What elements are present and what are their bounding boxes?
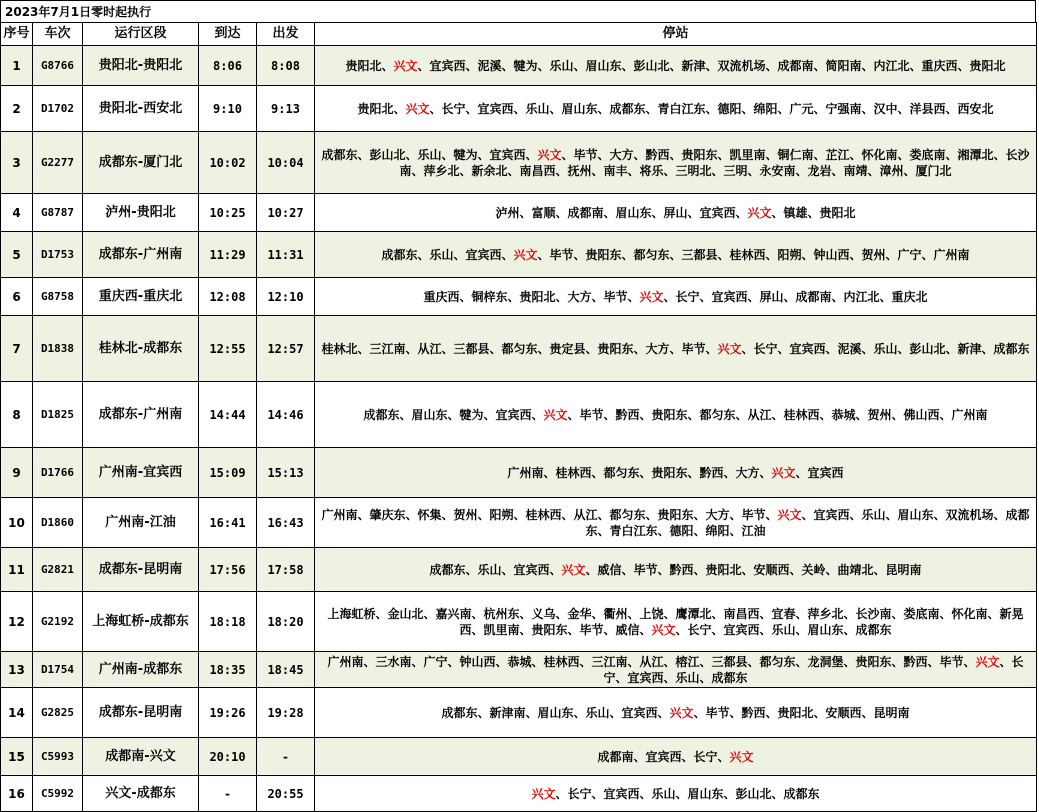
highlighted-station: 兴文 — [405, 101, 430, 116]
cell-stops: 广州南、桂林西、都匀东、贵阳东、黔西、大方、兴文、宜宾西 — [315, 448, 1037, 498]
table-row — [1, 232, 1037, 278]
cell-no: 10 — [1, 498, 33, 548]
cell-no: 16 — [1, 776, 33, 812]
cell-stops: 成都东、彭山北、乐山、犍为、宜宾西、兴文、毕节、大方、黔西、贵阳东、凯里南、铜仁南、芷江、怀化南、娄底南、湘潭北、长沙南、萍乡北、新余北、南昌西、抚州、南丰、将乐、三明北、三明、永安南、龙岩、南靖、漳州、厦门北 — [315, 132, 1037, 194]
cell-train: G2192 — [33, 592, 83, 652]
highlighted-station: 兴文 — [513, 247, 538, 262]
cell-stops: 成都南、宜宾西、长宁、兴文 — [315, 738, 1037, 776]
table-row — [1, 498, 1037, 548]
table-row — [1, 278, 1037, 316]
highlighted-station: 兴文 — [729, 749, 754, 764]
table-row — [1, 652, 1037, 688]
cell-route: 成都东-昆明南 — [83, 548, 199, 592]
cell-depart: 15:13 — [257, 448, 315, 498]
cell-arrive: 8:06 — [199, 46, 257, 86]
timetable-body — [1, 46, 1037, 812]
cell-train: D1702 — [33, 86, 83, 132]
highlighted-station: 兴文 — [717, 341, 742, 356]
cell-stops: 上海虹桥、金山北、嘉兴南、杭州东、义乌、金华、衢州、上饶、鹰潭北、南昌西、宜春、萍乡北、长沙南、娄底南、怀化南、新晃西、凯里南、贵阳东、毕节、威信、兴文、长宁、宜宾西、乐山、眉山东、成都东 — [315, 592, 1037, 652]
cell-route: 广州南-江油 — [83, 498, 199, 548]
header-depart: 出发 — [257, 23, 315, 46]
cell-arrive: 12:08 — [199, 278, 257, 316]
cell-route: 贵阳北-西安北 — [83, 86, 199, 132]
header-route: 运行区段 — [83, 23, 199, 46]
cell-arrive: 19:26 — [199, 688, 257, 738]
table-row — [1, 738, 1037, 776]
cell-arrive: 10:25 — [199, 194, 257, 232]
cell-stops: 桂林北、三江南、从江、三都县、都匀东、贵定县、贵阳东、大方、毕节、兴文、长宁、宜宾西、泥溪、乐山、彭山北、新津、成都东 — [315, 316, 1037, 382]
highlighted-station: 兴文 — [531, 786, 556, 801]
table-row — [1, 548, 1037, 592]
highlighted-station: 兴文 — [561, 562, 586, 577]
cell-arrive: 9:10 — [199, 86, 257, 132]
cell-no: 6 — [1, 278, 33, 316]
cell-no: 9 — [1, 448, 33, 498]
highlighted-station: 兴文 — [747, 205, 772, 220]
cell-train: D1753 — [33, 232, 83, 278]
cell-depart: 12:10 — [257, 278, 315, 316]
cell-train: C5993 — [33, 738, 83, 776]
cell-depart: 10:04 — [257, 132, 315, 194]
cell-stops: 重庆西、铜梓东、贵阳北、大方、毕节、兴文、长宁、宜宾西、屏山、成都南、内江北、重庆北 — [315, 278, 1037, 316]
cell-no: 7 — [1, 316, 33, 382]
header-stops: 停站 — [315, 23, 1037, 46]
table-row — [1, 382, 1037, 448]
highlighted-station: 兴文 — [975, 654, 1000, 669]
cell-no: 2 — [1, 86, 33, 132]
cell-no: 13 — [1, 652, 33, 688]
cell-no: 5 — [1, 232, 33, 278]
table-row — [1, 86, 1037, 132]
cell-stops: 成都东、新津南、眉山东、乐山、宜宾西、兴文、毕节、黔西、贵阳北、安顺西、昆明南 — [315, 688, 1037, 738]
cell-depart: 12:57 — [257, 316, 315, 382]
cell-depart: 10:27 — [257, 194, 315, 232]
cell-route: 广州南-成都东 — [83, 652, 199, 688]
timetable — [0, 22, 1037, 812]
cell-depart: 18:20 — [257, 592, 315, 652]
cell-route: 上海虹桥-成都东 — [83, 592, 199, 652]
table-row — [1, 132, 1037, 194]
cell-train: D1766 — [33, 448, 83, 498]
cell-train: D1754 — [33, 652, 83, 688]
cell-no: 11 — [1, 548, 33, 592]
cell-depart: - — [257, 738, 315, 776]
cell-train: D1838 — [33, 316, 83, 382]
cell-depart: 16:43 — [257, 498, 315, 548]
cell-stops: 广州南、肇庆东、怀集、贺州、阳朔、桂林西、从江、都匀东、贵阳东、大方、毕节、兴文、宜宾西、乐山、眉山东、双流机场、成都东、青白江东、德阳、绵阳、江油 — [315, 498, 1037, 548]
cell-train: D1825 — [33, 382, 83, 448]
highlighted-station: 兴文 — [639, 289, 664, 304]
cell-train: D1860 — [33, 498, 83, 548]
cell-arrive: 18:18 — [199, 592, 257, 652]
cell-stops: 贵阳北、兴文、长宁、宜宾西、乐山、眉山东、成都东、青白江东、德阳、绵阳、广元、宁强南、汉中、洋县西、西安北 — [315, 86, 1037, 132]
cell-route: 泸州-贵阳北 — [83, 194, 199, 232]
highlighted-station: 兴文 — [669, 705, 694, 720]
cell-depart: 9:13 — [257, 86, 315, 132]
cell-route: 成都东-昆明南 — [83, 688, 199, 738]
sheet-title: 2023年7月1日零时起执行 — [0, 0, 1036, 22]
highlighted-station: 兴文 — [393, 58, 418, 73]
cell-arrive: - — [199, 776, 257, 812]
cell-stops: 成都东、乐山、宜宾西、兴文、毕节、贵阳东、都匀东、三都县、桂林西、阳朔、钟山西、贺州、广宁、广州南 — [315, 232, 1037, 278]
table-row — [1, 688, 1037, 738]
header-train: 车次 — [33, 23, 83, 46]
header-row — [1, 23, 1037, 46]
cell-stops: 成都东、乐山、宜宾西、兴文、威信、毕节、黔西、贵阳北、安顺西、关岭、曲靖北、昆明南 — [315, 548, 1037, 592]
cell-train: G8787 — [33, 194, 83, 232]
table-row — [1, 316, 1037, 382]
cell-no: 8 — [1, 382, 33, 448]
cell-route: 桂林北-成都东 — [83, 316, 199, 382]
cell-route: 成都东-广州南 — [83, 382, 199, 448]
cell-depart: 17:58 — [257, 548, 315, 592]
cell-route: 贵阳北-贵阳北 — [83, 46, 199, 86]
cell-depart: 8:08 — [257, 46, 315, 86]
cell-train: G2277 — [33, 132, 83, 194]
table-row — [1, 448, 1037, 498]
cell-arrive: 12:55 — [199, 316, 257, 382]
table-row — [1, 194, 1037, 232]
cell-no: 4 — [1, 194, 33, 232]
highlighted-station: 兴文 — [777, 507, 802, 522]
header-no: 序号 — [1, 23, 33, 46]
highlighted-station: 兴文 — [537, 147, 562, 162]
table-row — [1, 776, 1037, 812]
cell-no: 15 — [1, 738, 33, 776]
cell-depart: 14:46 — [257, 382, 315, 448]
cell-route: 成都东-广州南 — [83, 232, 199, 278]
cell-arrive: 18:35 — [199, 652, 257, 688]
cell-depart: 11:31 — [257, 232, 315, 278]
cell-no: 1 — [1, 46, 33, 86]
cell-arrive: 16:41 — [199, 498, 257, 548]
highlighted-station: 兴文 — [771, 465, 796, 480]
cell-stops: 泸州、富顺、成都南、眉山东、屏山、宜宾西、兴文、镇雄、贵阳北 — [315, 194, 1037, 232]
cell-train: G2825 — [33, 688, 83, 738]
cell-train: G2821 — [33, 548, 83, 592]
cell-stops: 广州南、三水南、广宁、钟山西、恭城、桂林西、三江南、从江、榕江、三都县、都匀东、龙洞堡、贵阳东、黔西、毕节、兴文、长宁、宜宾西、乐山、成都东 — [315, 652, 1037, 688]
cell-depart: 18:45 — [257, 652, 315, 688]
cell-no: 12 — [1, 592, 33, 652]
highlighted-station: 兴文 — [543, 407, 568, 422]
cell-arrive: 20:10 — [199, 738, 257, 776]
cell-depart: 20:55 — [257, 776, 315, 812]
cell-train: C5992 — [33, 776, 83, 812]
cell-route: 广州南-宜宾西 — [83, 448, 199, 498]
cell-arrive: 11:29 — [199, 232, 257, 278]
header-arrive: 到达 — [199, 23, 257, 46]
cell-train: G8766 — [33, 46, 83, 86]
cell-train: G8758 — [33, 278, 83, 316]
cell-route: 兴文-成都东 — [83, 776, 199, 812]
cell-stops: 贵阳北、兴文、宜宾西、泥溪、犍为、乐山、眉山东、彭山北、新津、双流机场、成都南、简阳南、内江北、重庆西、贵阳北 — [315, 46, 1037, 86]
cell-arrive: 10:02 — [199, 132, 257, 194]
cell-stops: 成都东、眉山东、犍为、宜宾西、兴文、毕节、黔西、贵阳东、都匀东、从江、桂林西、恭城、贺州、佛山西、广州南 — [315, 382, 1037, 448]
table-row — [1, 46, 1037, 86]
cell-arrive: 15:09 — [199, 448, 257, 498]
cell-arrive: 17:56 — [199, 548, 257, 592]
cell-route: 重庆西-重庆北 — [83, 278, 199, 316]
cell-no: 14 — [1, 688, 33, 738]
table-row — [1, 592, 1037, 652]
cell-route: 成都东-厦门北 — [83, 132, 199, 194]
cell-stops: 兴文、长宁、宜宾西、乐山、眉山东、彭山北、成都东 — [315, 776, 1037, 812]
highlighted-station: 兴文 — [651, 622, 676, 637]
cell-no: 3 — [1, 132, 33, 194]
cell-route: 成都南-兴文 — [83, 738, 199, 776]
cell-depart: 19:28 — [257, 688, 315, 738]
cell-arrive: 14:44 — [199, 382, 257, 448]
